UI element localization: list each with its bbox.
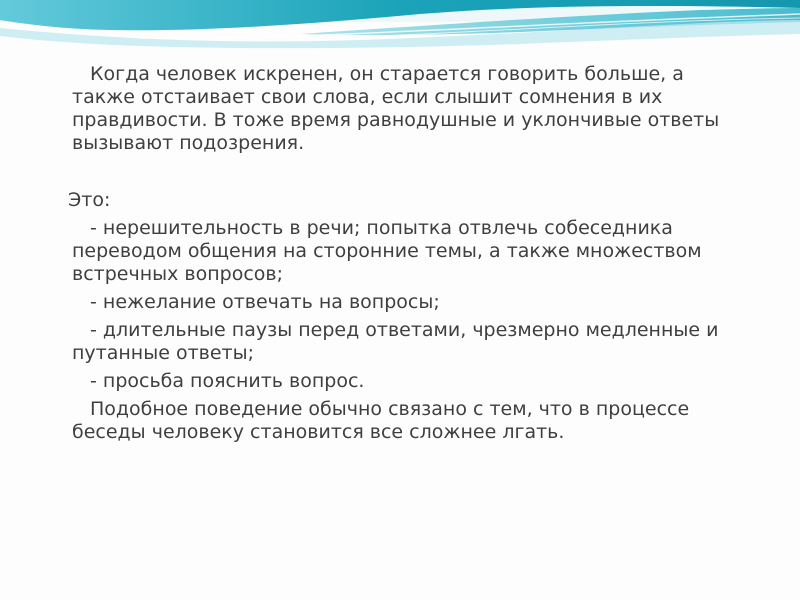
list-item: - просьба пояснить вопрос. (90, 370, 365, 392)
intro-paragraph: Когда человек искренен, он старается говорить больше, а также отстаивает свои слова, если слышит сомнения в их правдивости. В тоже время равнодушные и уклончивые ответы вызывают подозрения. (72, 63, 720, 154)
list-lead: Это: (68, 189, 111, 211)
list-item: - нежелание отвечать на вопросы; (90, 291, 440, 313)
list-item: - длительные паузы перед ответами, чрезмерно медленные и путанные ответы; (72, 319, 719, 364)
slide-body (68, 63, 752, 444)
paragraph-gap (72, 155, 752, 179)
header-wave-decoration (0, 0, 800, 70)
list-item: - нерешительность в речи; попытка отвлечь собеседника переводом общения на сторонние темы, а также множеством встречных вопросов; (72, 217, 702, 285)
conclusion-paragraph: Подобное поведение обычно связано с тем, что в процессе беседы человеку становится все сложнее лгать. (72, 398, 690, 443)
